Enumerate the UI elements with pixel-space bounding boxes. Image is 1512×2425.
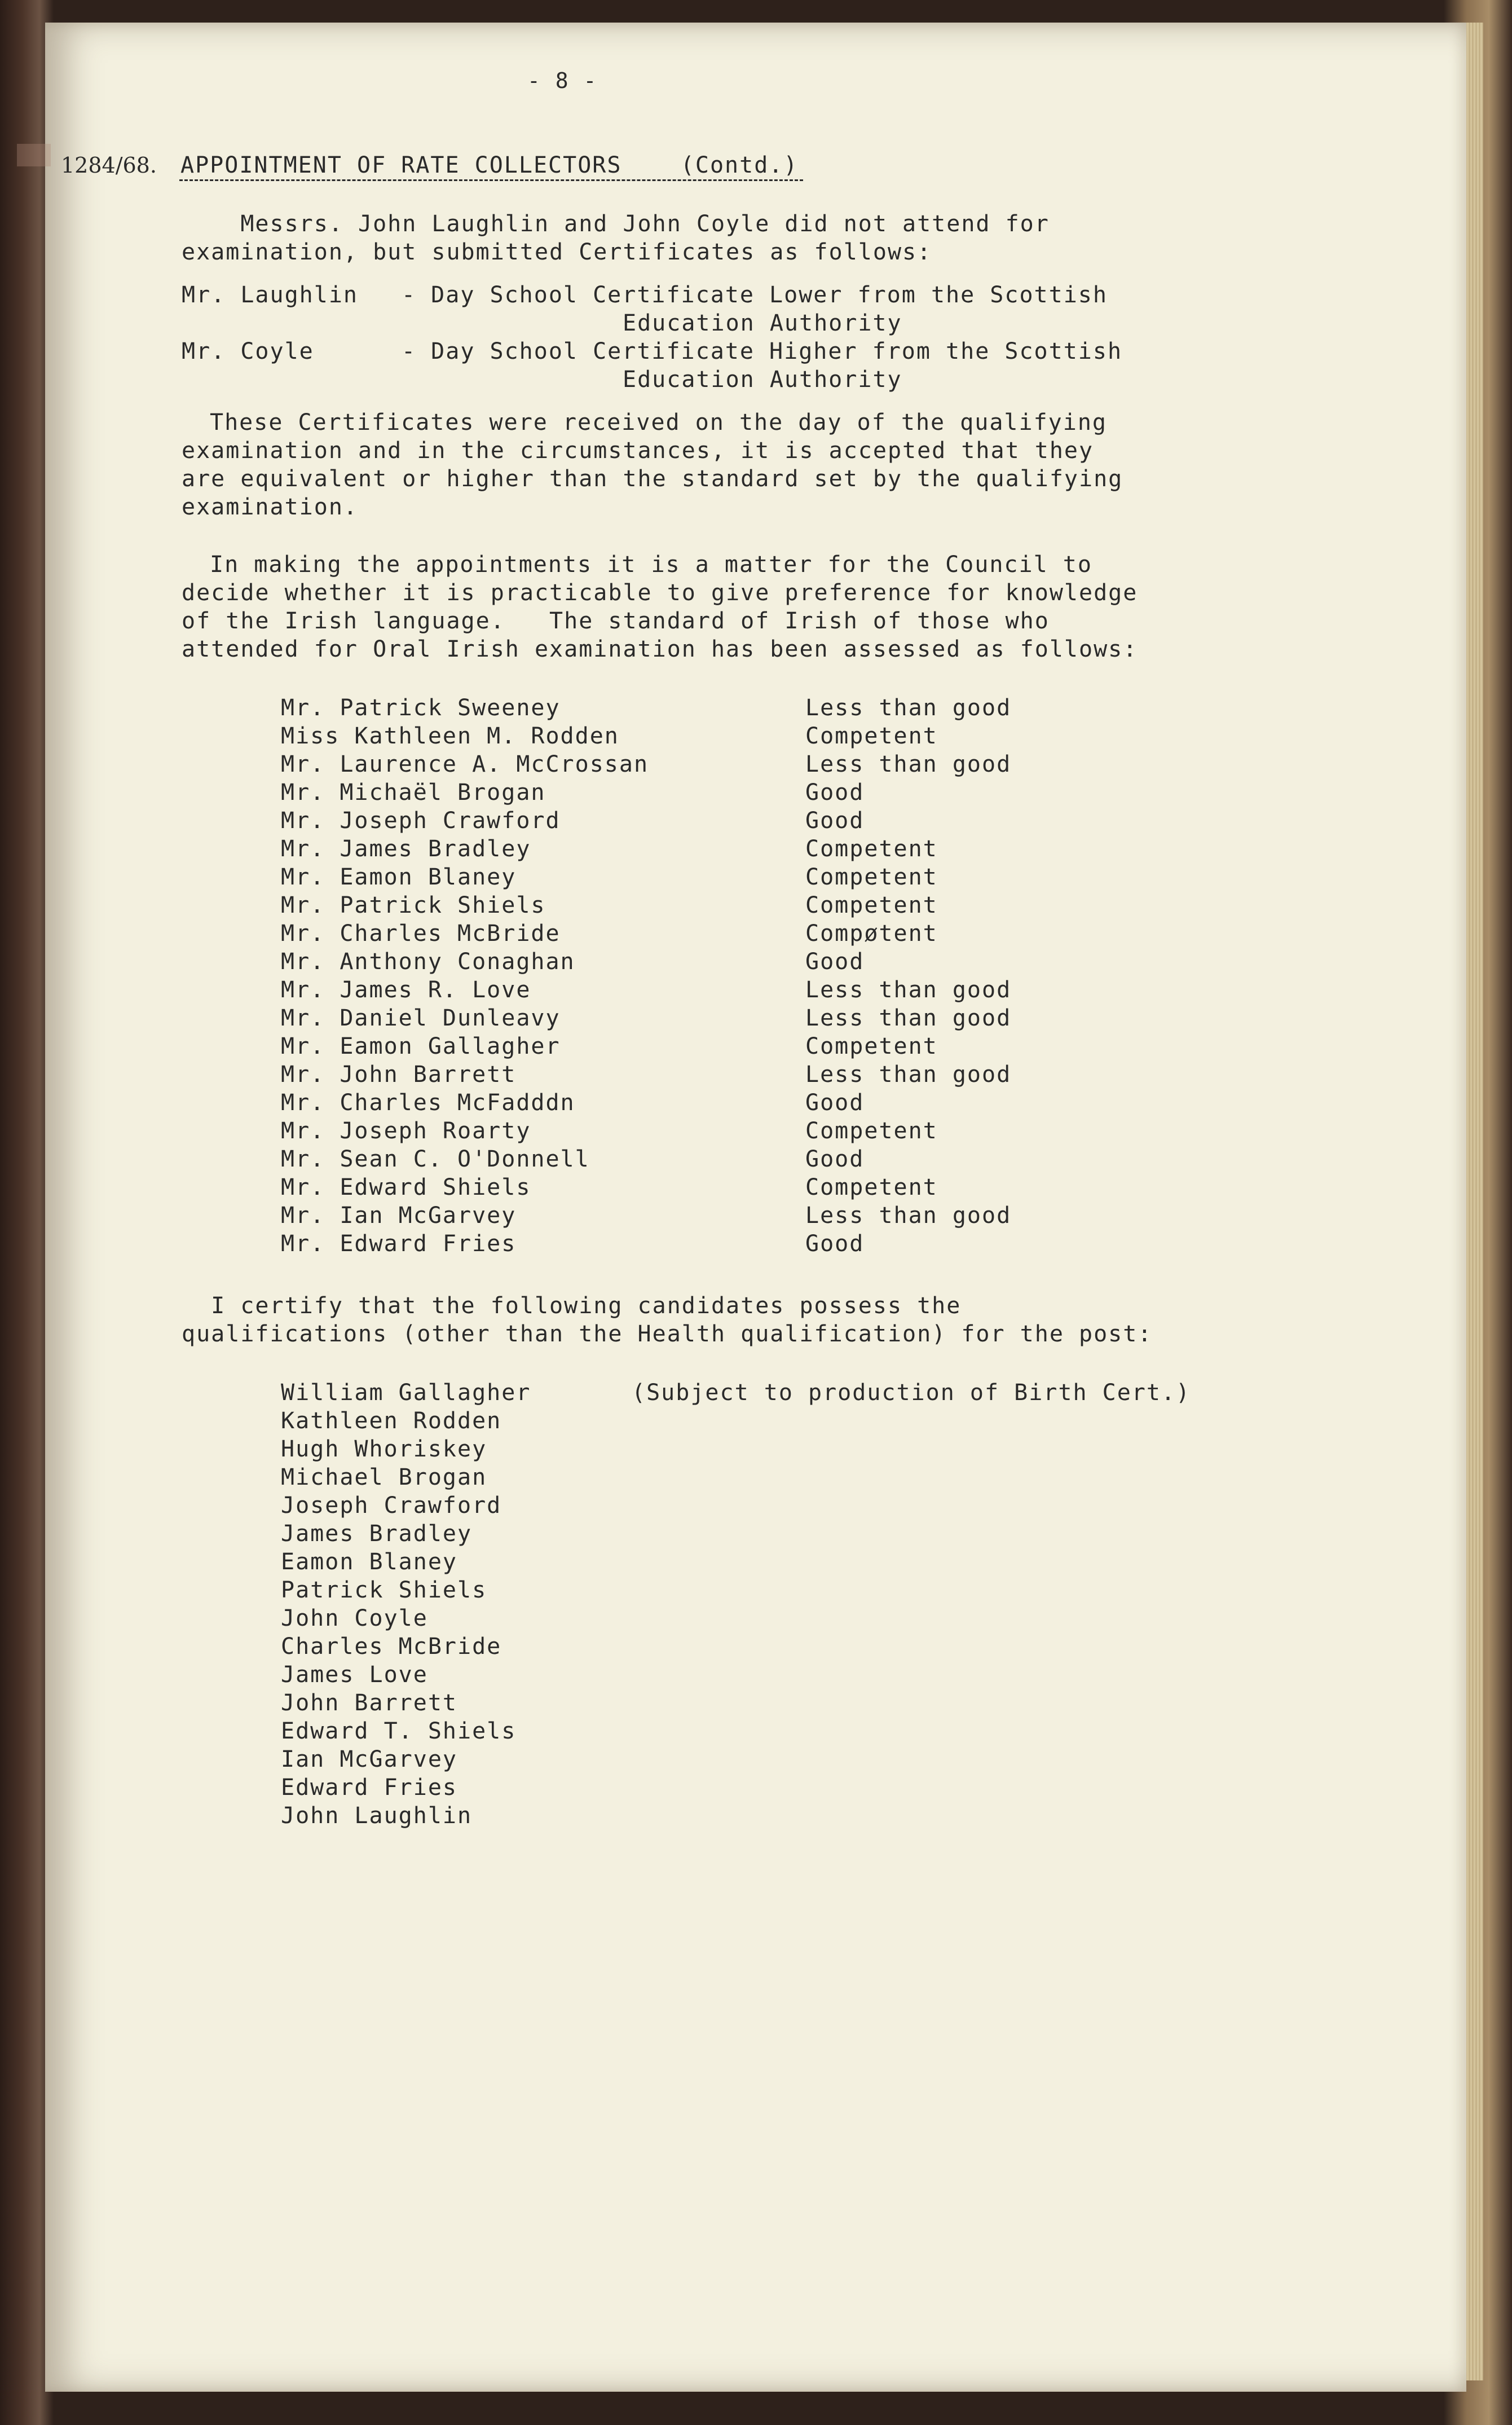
paragraph-line: qualifications (other than the Health qualification) for the post: <box>182 1321 1153 1347</box>
qualified-candidate: Charles McBride <box>281 1634 502 1660</box>
candidate-name: Mr. Patrick Sweeney <box>281 695 561 721</box>
irish-level: Competent <box>805 864 938 890</box>
irish-level: Less than good <box>805 1203 1012 1229</box>
candidate-name: Mr. James R. Love <box>281 977 531 1003</box>
qualified-candidate: Patrick Shiels <box>281 1577 487 1603</box>
binding-stain <box>17 144 51 166</box>
irish-level: Competent <box>805 723 938 749</box>
qualified-candidate: Hugh Whoriskey <box>281 1436 487 1462</box>
certificate-detail: Education Authority <box>623 310 902 336</box>
irish-level: Good <box>805 780 865 806</box>
qualified-candidate: Edward T. Shiels <box>281 1718 517 1744</box>
paragraph-line: examination and in the circumstances, it is accepted that they <box>182 438 1094 464</box>
candidate-name: Mr. Eamon Gallagher <box>281 1033 561 1059</box>
paragraph-line: attended for Oral Irish examination has been assessed as follows: <box>182 636 1138 662</box>
qualified-candidate: Ian McGarvey <box>281 1746 457 1772</box>
irish-level: Compøtent <box>805 921 938 947</box>
irish-level: Good <box>805 808 865 834</box>
section-heading: APPOINTMENT OF RATE COLLECTORS (Contd.) <box>180 152 799 178</box>
candidate-name: Mr. James Bradley <box>281 836 531 862</box>
candidate-name: Mr. Anthony Conaghan <box>281 949 575 975</box>
paragraph-line: I certify that the following candidates possess the <box>182 1293 962 1319</box>
qualified-candidate: William Gallagher <box>281 1380 531 1406</box>
candidate-name: Mr. Eamon Blaney <box>281 864 517 890</box>
candidate-name: Mr. Daniel Dunleavy <box>281 1005 561 1031</box>
page-number: - 8 - <box>527 68 598 93</box>
irish-level: Less than good <box>805 1005 1012 1031</box>
certificate-name: Mr. Coyle <box>182 338 314 364</box>
paragraph-line: of the Irish language. The standard of Irish of those who <box>182 608 1050 634</box>
qualified-candidate: John Laughlin <box>281 1803 473 1829</box>
irish-level: Competent <box>805 1174 938 1200</box>
page-stack-edge <box>1466 23 1483 2380</box>
candidate-name: Mr. Laurence A. McCrossan <box>281 751 649 777</box>
candidate-name: Mr. Charles McBride <box>281 921 561 947</box>
irish-level: Good <box>805 949 865 975</box>
certificate-detail: - Day School Certificate Higher from the Scottish <box>402 338 1123 364</box>
qualified-candidate: Eamon Blaney <box>281 1549 457 1575</box>
qualified-candidate: Edward Fries <box>281 1775 457 1801</box>
candidate-name: Mr. Edward Shiels <box>281 1174 531 1200</box>
qualified-candidate: Michael Brogan <box>281 1464 487 1490</box>
intro-line: Messrs. John Laughlin and John Coyle did not attend for <box>182 211 1050 237</box>
irish-level: Competent <box>805 892 938 918</box>
candidate-name: Mr. Charles McFadddn <box>281 1090 575 1116</box>
candidate-name: Mr. Michaël Brogan <box>281 780 546 806</box>
qualified-candidate: James Bradley <box>281 1521 473 1547</box>
irish-level: Less than good <box>805 977 1012 1003</box>
irish-level: Less than good <box>805 1062 1012 1088</box>
irish-level: Good <box>805 1146 865 1172</box>
paragraph-line: are equivalent or higher than the standard set by the qualifying <box>182 466 1123 492</box>
qualified-candidate: James Love <box>281 1662 428 1688</box>
birth-cert-note: (Subject to production of Birth Cert.) <box>632 1380 1191 1406</box>
irish-level: Competent <box>805 1118 938 1144</box>
qualified-candidate: John Barrett <box>281 1690 457 1716</box>
qualified-candidate: Kathleen Rodden <box>281 1408 502 1434</box>
candidate-name: Mr. Ian McGarvey <box>281 1203 517 1229</box>
minute-reference: 1284/68. <box>61 153 157 178</box>
intro-line: examination, but submitted Certificates as follows: <box>182 239 932 265</box>
certificate-detail: - Day School Certificate Lower from the Scottish <box>402 282 1108 308</box>
heading-underline <box>179 179 803 181</box>
irish-level: Competent <box>805 1033 938 1059</box>
irish-level: Less than good <box>805 751 1012 777</box>
candidate-name: Mr. Edward Fries <box>281 1231 517 1257</box>
candidate-name: Miss Kathleen M. Rodden <box>281 723 619 749</box>
candidate-name: Mr. Patrick Shiels <box>281 892 546 918</box>
paragraph-line: examination. <box>182 494 358 520</box>
certificate-name: Mr. Laughlin <box>182 282 358 308</box>
irish-level: Good <box>805 1090 865 1116</box>
irish-level: Good <box>805 1231 865 1257</box>
qualified-candidate: John Coyle <box>281 1605 428 1631</box>
qualified-candidate: Joseph Crawford <box>281 1493 502 1519</box>
candidate-name: Mr. Joseph Roarty <box>281 1118 531 1144</box>
candidate-name: Mr. Joseph Crawford <box>281 808 561 834</box>
candidate-name: Mr. Sean C. O'Donnell <box>281 1146 590 1172</box>
paragraph-line: decide whether it is practicable to give preference for knowledge <box>182 580 1138 606</box>
irish-level: Competent <box>805 836 938 862</box>
candidate-name: Mr. John Barrett <box>281 1062 517 1088</box>
paragraph-line: In making the appointments it is a matter for the Council to <box>210 552 1092 578</box>
irish-level: Less than good <box>805 695 1012 721</box>
paragraph-line: These Certificates were received on the day of the qualifying <box>210 410 1108 435</box>
certificate-detail: Education Authority <box>623 367 902 393</box>
